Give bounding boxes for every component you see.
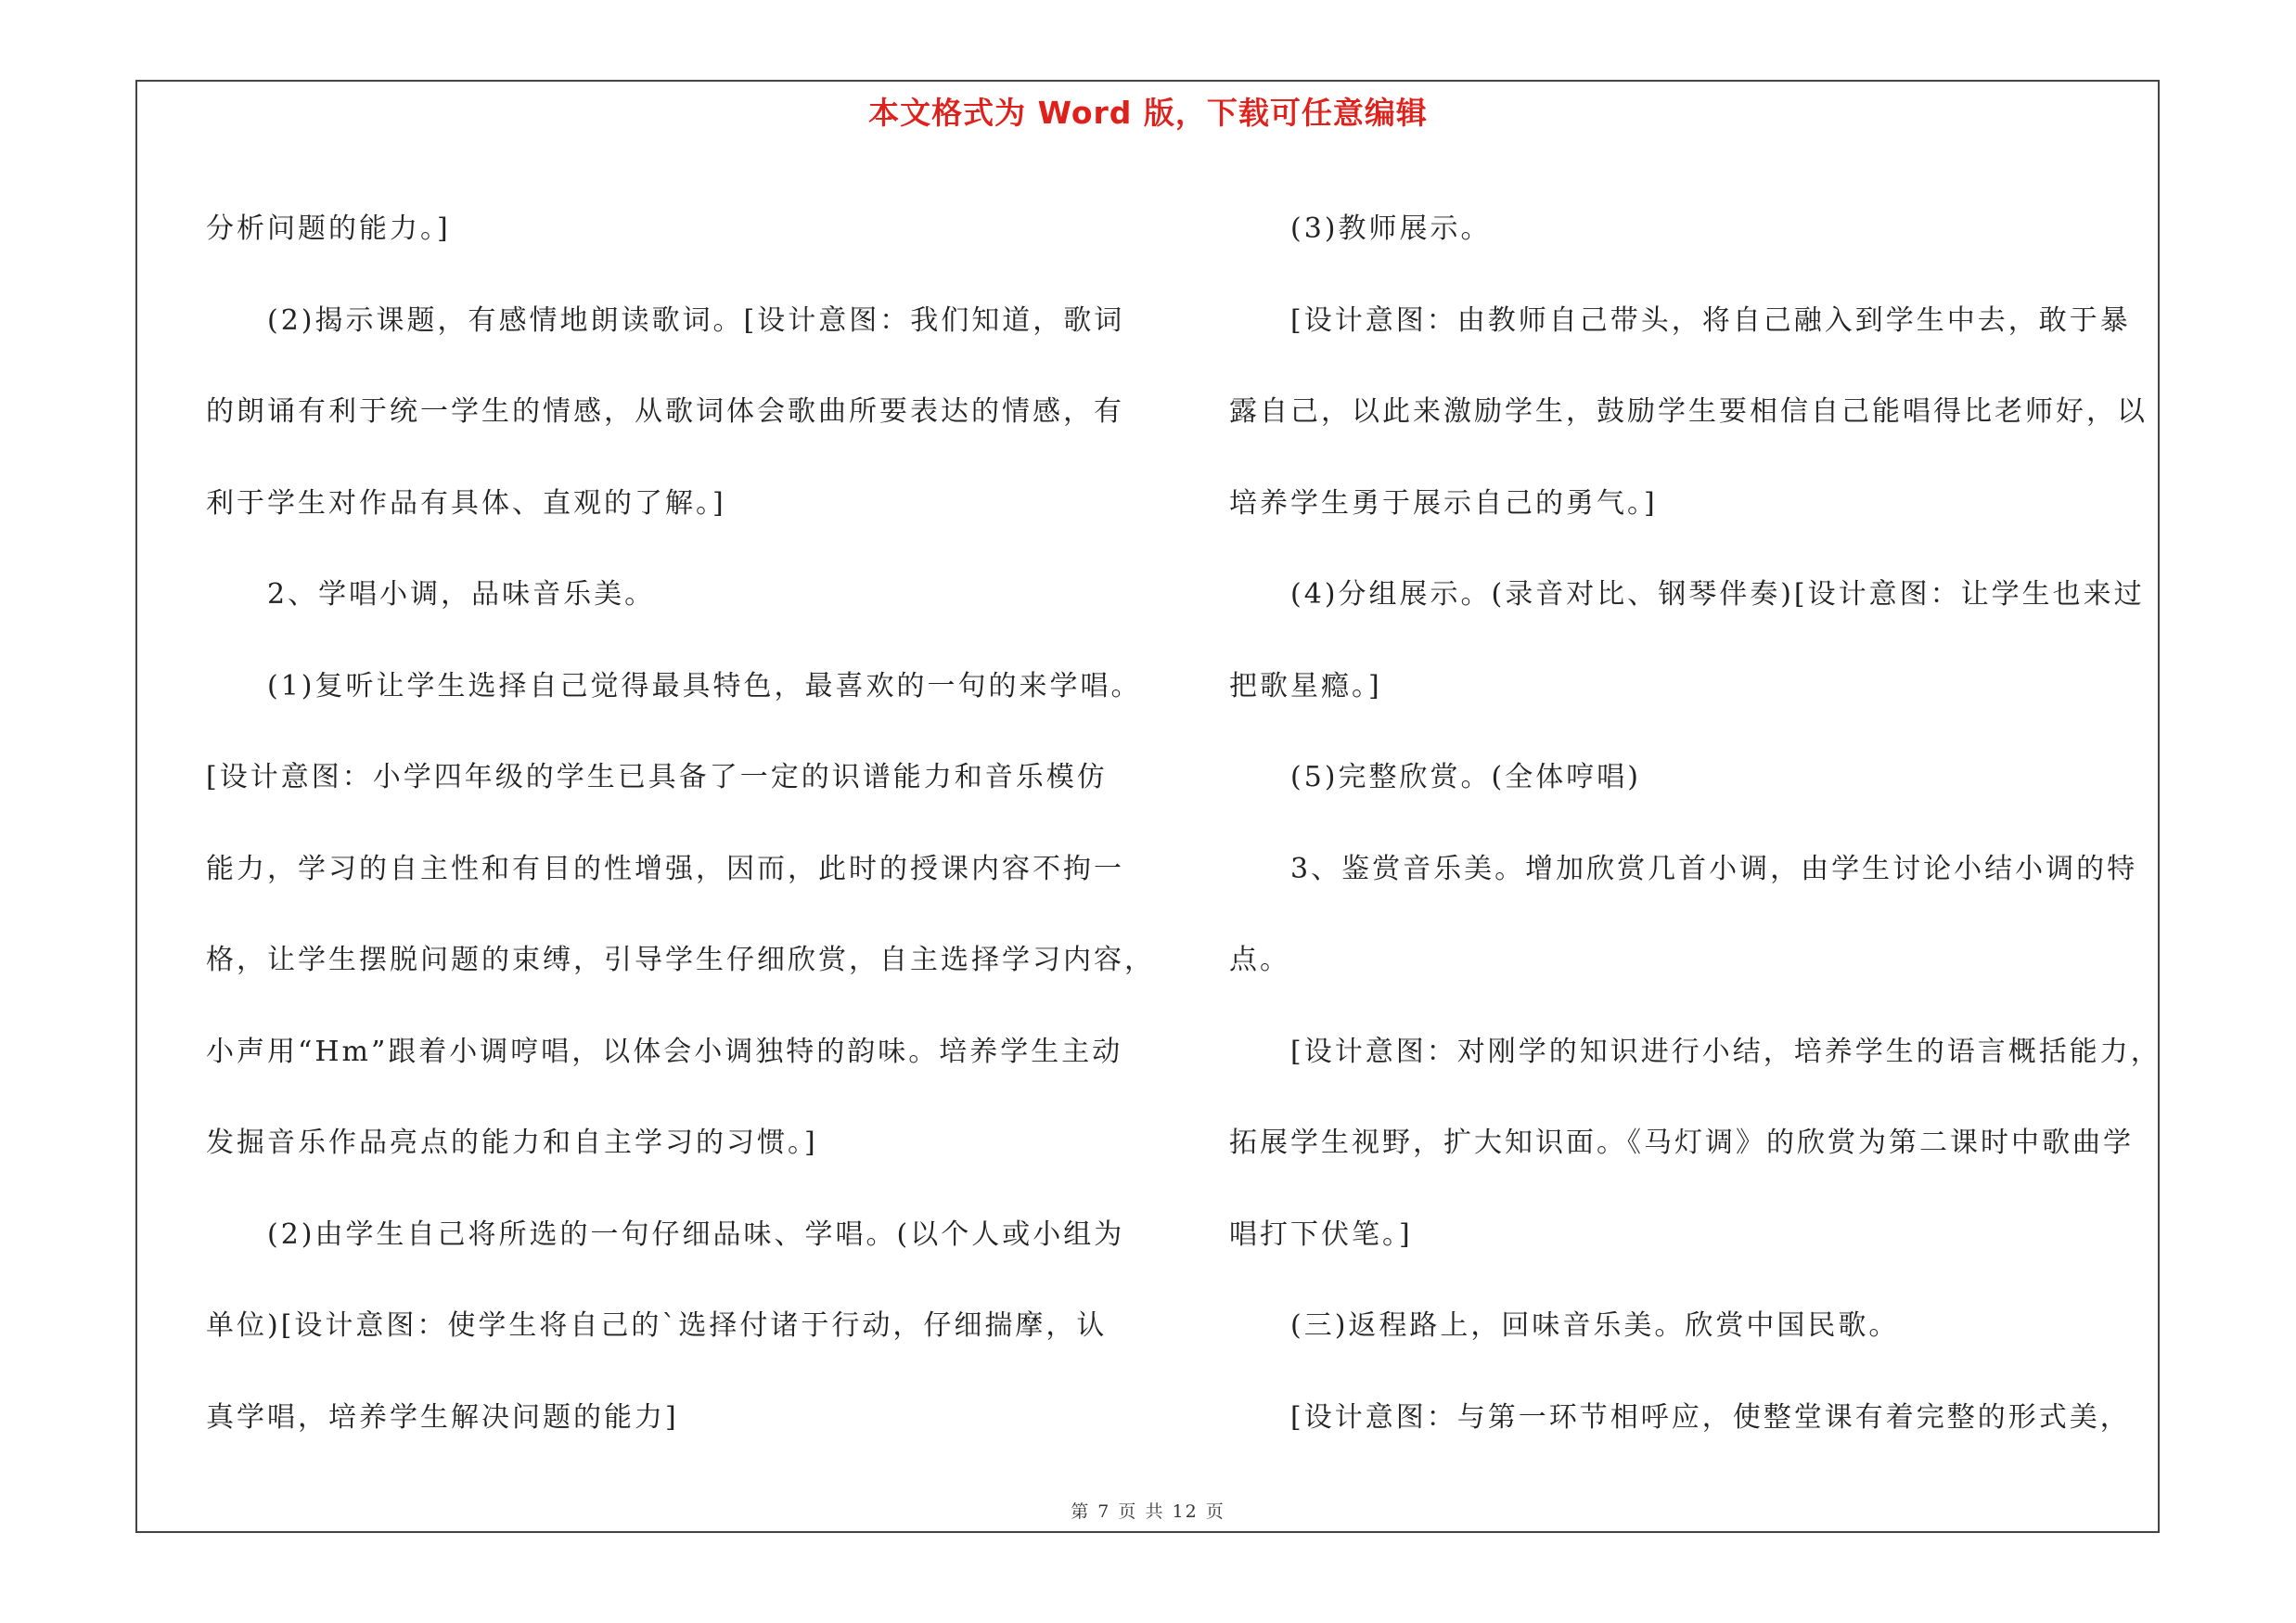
text-line: 2、学唱小调，品味音乐美。 [267,578,656,611]
text-line: [设计意图：由教师自己带头，将自己融入到学生中去，敢于暴 [1290,303,2131,337]
text-line: 唱打下伏笔。] [1229,1217,1413,1251]
text-line: (1)复听让学生选择自己觉得最具特色，最喜欢的一句的来学唱。 [267,669,1142,702]
text-line: 小声用“Hm”跟着小调哼唱，以体会小调独特的韵味。培养学生主动 [206,1035,1123,1068]
text-line: [设计意图：对刚学的知识进行小结，培养学生的语言概括能力， [1290,1035,2161,1068]
text-line: 单位)[设计意图：使学生将自己的`选择付诸于行动，仔细揣摩，认 [206,1309,1108,1342]
text-line: 能力，学习的自主性和有目的性增强，因而，此时的授课内容不拘一 [206,852,1124,885]
format-notice-banner: 本文格式为 Word 版，下载可任意编辑 [868,95,1428,131]
text-line: 3、鉴赏音乐美。增加欣赏几首小调，由学生讨论小结小调的特 [1290,852,2138,885]
text-line: 的朗诵有利于统一学生的情感，从歌词体会歌曲所要表达的情感，有 [206,395,1124,428]
text-line: 利于学生对作品有具体、直观的了解。] [206,486,726,520]
right-text-column [1229,184,2175,1463]
text-line: 把歌星瘾。] [1229,669,1382,702]
text-line: [设计意图：与第一环节相呼应，使整堂课有着完整的形式美， [1290,1400,2131,1434]
page-number-footer: 第 7 页 共 12 页 [1071,1501,1225,1522]
text-line: 真学唱，培养学生解决问题的能力] [206,1400,679,1434]
text-line: (三)返程路上，回味音乐美。欣赏中国民歌。 [1290,1309,1900,1342]
text-line: [设计意图：小学四年级的学生已具备了一定的识谱能力和音乐模仿 [206,761,1108,793]
text-line: (2)由学生自己将所选的一句仔细品味、学唱。(以个人或小组为 [267,1217,1125,1251]
left-text-column [206,184,1155,1463]
text-line: (2)揭示课题，有感情地朗读歌词。[设计意图：我们知道，歌词 [267,303,1125,337]
text-line: (4)分组展示。(录音对比、钢琴伴奏)[设计意图：让学生也来过 [1290,578,2145,611]
text-line: 格，让学生摆脱问题的束缚，引导学生仔细欣赏，自主选择学习内容， [206,944,1155,976]
text-line: (5)完整欣赏。(全体哼唱) [1290,761,1641,793]
text-line: (3)教师展示。 [1290,213,1492,245]
text-line: 培养学生勇于展示自己的勇气。] [1229,486,1658,520]
text-line: 分析问题的能力。] [206,213,451,245]
text-line: 拓展学生视野，扩大知识面。《马灯调》的欣赏为第二课时中歌曲学 [1229,1127,2134,1159]
text-line: 点。 [1229,944,1290,976]
text-line: 发掘音乐作品亮点的能力和自主学习的习惯。] [206,1127,818,1159]
text-line: 露自己，以此来激励学生，鼓励学生要相信自己能唱得比老师好，以 [1229,395,2148,428]
